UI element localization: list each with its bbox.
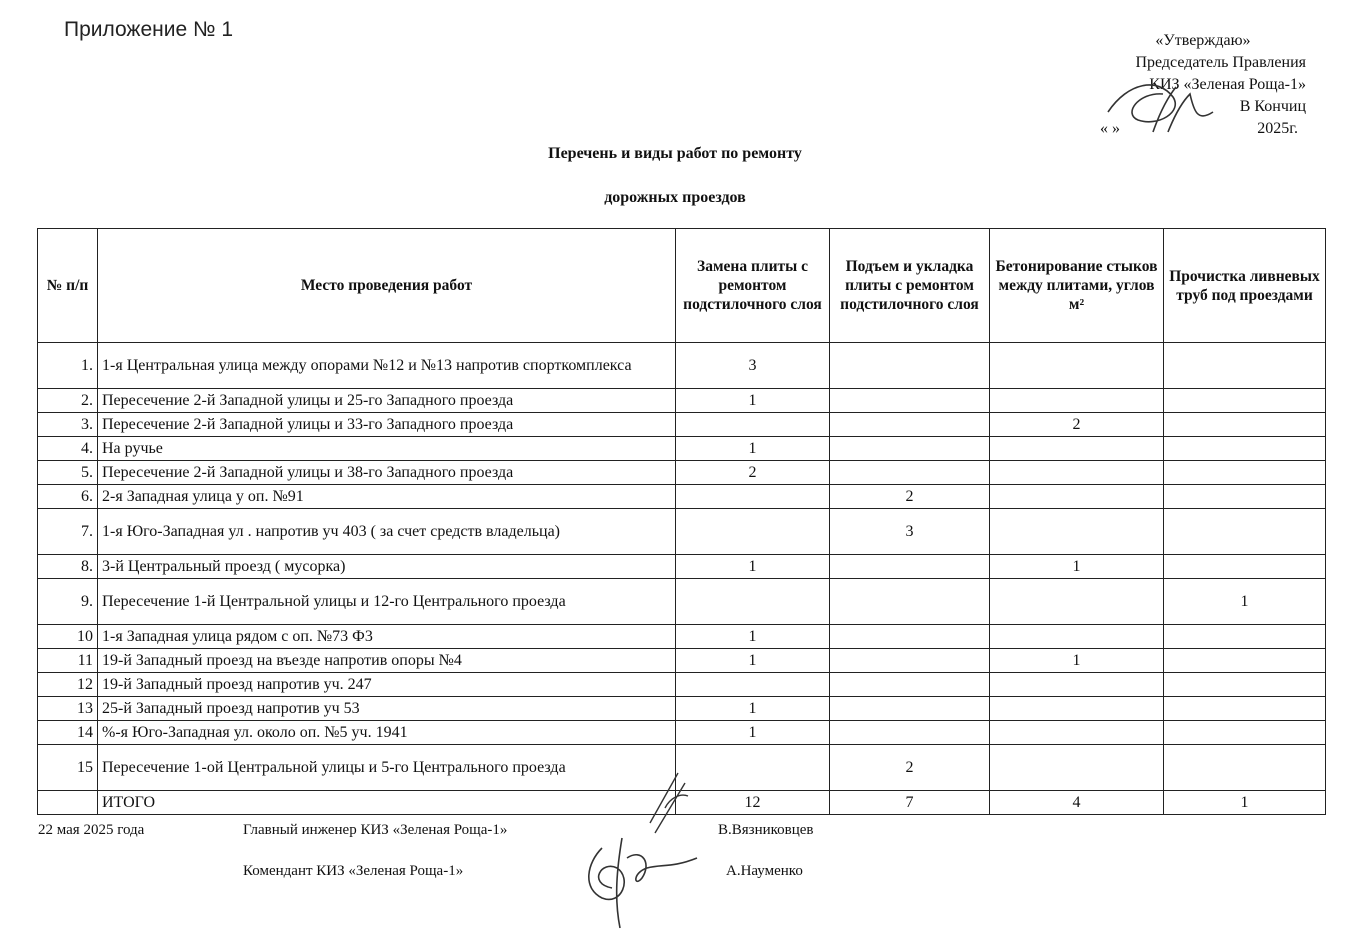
footer-date: 22 мая 2025 года	[38, 822, 145, 838]
row-col4	[1164, 509, 1326, 555]
row-col2	[830, 555, 990, 579]
total-col1: 12	[676, 791, 830, 815]
row-col2	[830, 437, 990, 461]
row-col4	[1164, 697, 1326, 721]
header-pipe-cleaning: Прочистка ливневых труб под проездами	[1164, 229, 1326, 343]
row-col2	[830, 673, 990, 697]
row-col4	[1164, 437, 1326, 461]
row-col4	[1164, 343, 1326, 389]
footer-name-chief-engineer: В.Вязниковцев	[718, 822, 814, 838]
table-row	[38, 389, 1326, 413]
header-place: Место проведения работ	[98, 229, 676, 343]
approval-position: Председатель Правления	[1135, 54, 1306, 71]
row-col2	[830, 461, 990, 485]
row-num: 1.	[38, 343, 98, 389]
row-col4	[1164, 649, 1326, 673]
row-col3	[990, 721, 1164, 745]
works-table	[37, 228, 1326, 815]
total-num	[38, 791, 98, 815]
row-col2	[830, 413, 990, 437]
row-col2	[830, 649, 990, 673]
table-row	[38, 413, 1326, 437]
row-col4	[1164, 625, 1326, 649]
row-num: 10	[38, 625, 98, 649]
row-num: 5.	[38, 461, 98, 485]
row-num: 3.	[38, 413, 98, 437]
row-col1: 1	[676, 697, 830, 721]
row-col1: 1	[676, 649, 830, 673]
row-col1	[676, 673, 830, 697]
row-col1: 3	[676, 343, 830, 389]
row-col2: 3	[830, 509, 990, 555]
table-total-row	[38, 791, 1326, 815]
row-col2	[830, 697, 990, 721]
approval-date-left: « »	[1100, 120, 1120, 137]
table-row	[38, 555, 1326, 579]
table-row	[38, 343, 1326, 389]
approval-name: В Кончиц	[1239, 98, 1306, 115]
row-place: 19-й Западный проезд на въезде напротив опоры №4	[98, 649, 676, 673]
row-col4	[1164, 673, 1326, 697]
row-col3	[990, 343, 1164, 389]
total-col4: 1	[1164, 791, 1326, 815]
row-place: Пересечение 2-й Западной улицы и 38-го Западного проезда	[98, 461, 676, 485]
table-row	[38, 697, 1326, 721]
row-col1	[676, 579, 830, 625]
table-row	[38, 461, 1326, 485]
row-col4	[1164, 485, 1326, 509]
row-num: 13	[38, 697, 98, 721]
total-col3: 4	[990, 791, 1164, 815]
approval-title: «Утверждаю»	[1155, 32, 1251, 49]
row-col3	[990, 697, 1164, 721]
row-col3: 1	[990, 555, 1164, 579]
commandant-signature	[572, 828, 702, 936]
row-col1	[676, 485, 830, 509]
row-col1	[676, 413, 830, 437]
row-col3	[990, 509, 1164, 555]
row-place: Пересечение 2-й Западной улицы и 25-го Западного проезда	[98, 389, 676, 413]
row-col3	[990, 673, 1164, 697]
row-place: 1-я Западная улица рядом с оп. №73 Ф3	[98, 625, 676, 649]
table-row	[38, 625, 1326, 649]
table-header-row	[38, 229, 1326, 343]
row-place: 19-й Западный проезд напротив уч. 247	[98, 673, 676, 697]
row-col1: 2	[676, 461, 830, 485]
row-num: 7.	[38, 509, 98, 555]
row-col1: 1	[676, 625, 830, 649]
row-col2	[830, 389, 990, 413]
row-place: 1-я Центральная улица между опорами №12 и №13 напротив спорткомплекса	[98, 343, 676, 389]
row-col4	[1164, 413, 1326, 437]
table-row	[38, 649, 1326, 673]
header-slab-lifting: Подъем и укладка плиты с ремонтом подстилочного слоя	[830, 229, 990, 343]
table-row	[38, 509, 1326, 555]
row-col1: 1	[676, 437, 830, 461]
row-col3	[990, 389, 1164, 413]
approval-block	[1070, 30, 1306, 140]
row-num: 4.	[38, 437, 98, 461]
row-col4	[1164, 389, 1326, 413]
table-row	[38, 579, 1326, 625]
table-row	[38, 721, 1326, 745]
row-col1: 1	[676, 555, 830, 579]
row-col4	[1164, 721, 1326, 745]
table-row	[38, 673, 1326, 697]
row-place: Пересечение 2-й Западной улицы и 33-го Западного проезда	[98, 413, 676, 437]
row-col3	[990, 461, 1164, 485]
row-place: %-я Юго-Западная ул. около оп. №5 уч. 1941	[98, 721, 676, 745]
row-num: 8.	[38, 555, 98, 579]
row-col2	[830, 579, 990, 625]
row-col3	[990, 579, 1164, 625]
row-col1	[676, 509, 830, 555]
row-col1: 1	[676, 389, 830, 413]
row-num: 14	[38, 721, 98, 745]
row-col2	[830, 625, 990, 649]
row-col3	[990, 437, 1164, 461]
footer-name-commandant: А.Науменко	[726, 863, 803, 879]
row-num: 12	[38, 673, 98, 697]
table-row	[38, 745, 1326, 791]
footer-role-commandant: Комендант КИЗ «Зеленая Роща-1»	[243, 863, 464, 879]
total-label: ИТОГО	[98, 791, 676, 815]
approval-org: КИЗ «Зеленая Роща-1»	[1149, 76, 1306, 93]
row-col3	[990, 485, 1164, 509]
approval-date-right: 2025г.	[1257, 120, 1298, 137]
document-title-line2: дорожных проездов	[604, 189, 746, 206]
row-col1: 1	[676, 721, 830, 745]
footer-role-chief-engineer: Главный инженер КИЗ «Зеленая Роща-1»	[243, 822, 508, 838]
table-row	[38, 485, 1326, 509]
total-col2: 7	[830, 791, 990, 815]
row-col3: 2	[990, 413, 1164, 437]
row-col3: 1	[990, 649, 1164, 673]
row-col2	[830, 721, 990, 745]
row-place: 25-й Западный проезд напротив уч 53	[98, 697, 676, 721]
row-num: 11	[38, 649, 98, 673]
table-row	[38, 437, 1326, 461]
row-col2: 2	[830, 745, 990, 791]
row-col4	[1164, 745, 1326, 791]
row-num: 9.	[38, 579, 98, 625]
header-slab-replacement: Замена плиты с ремонтом подстилочного слоя	[676, 229, 830, 343]
row-place: На ручье	[98, 437, 676, 461]
row-col3	[990, 625, 1164, 649]
appendix-label: Приложение № 1	[64, 18, 234, 41]
row-num: 15	[38, 745, 98, 791]
row-col4	[1164, 461, 1326, 485]
document-title-line1: Перечень и виды работ по ремонту	[548, 145, 802, 162]
row-num: 2.	[38, 389, 98, 413]
header-num: № п/п	[38, 229, 98, 343]
header-joint-concreting: Бетонирование стыков между плитами, углов м²	[990, 229, 1164, 343]
row-place: Пересечение 1-й Центральной улицы и 12-го Центрального проезда	[98, 579, 676, 625]
approval-date	[1070, 118, 1306, 140]
row-col4	[1164, 555, 1326, 579]
row-place: 2-я Западная улица у оп. №91	[98, 485, 676, 509]
row-col3	[990, 745, 1164, 791]
row-place: Пересечение 1-ой Центральной улицы и 5-го Центрального проезда	[98, 745, 676, 791]
row-place: 1-я Юго-Западная ул . напротив уч 403 ( за счет средств владельца)	[98, 509, 676, 555]
row-col1	[676, 745, 830, 791]
row-col2	[830, 343, 990, 389]
row-col2: 2	[830, 485, 990, 509]
row-num: 6.	[38, 485, 98, 509]
row-col4: 1	[1164, 579, 1326, 625]
row-place: 3-й Центральный проезд ( мусорка)	[98, 555, 676, 579]
